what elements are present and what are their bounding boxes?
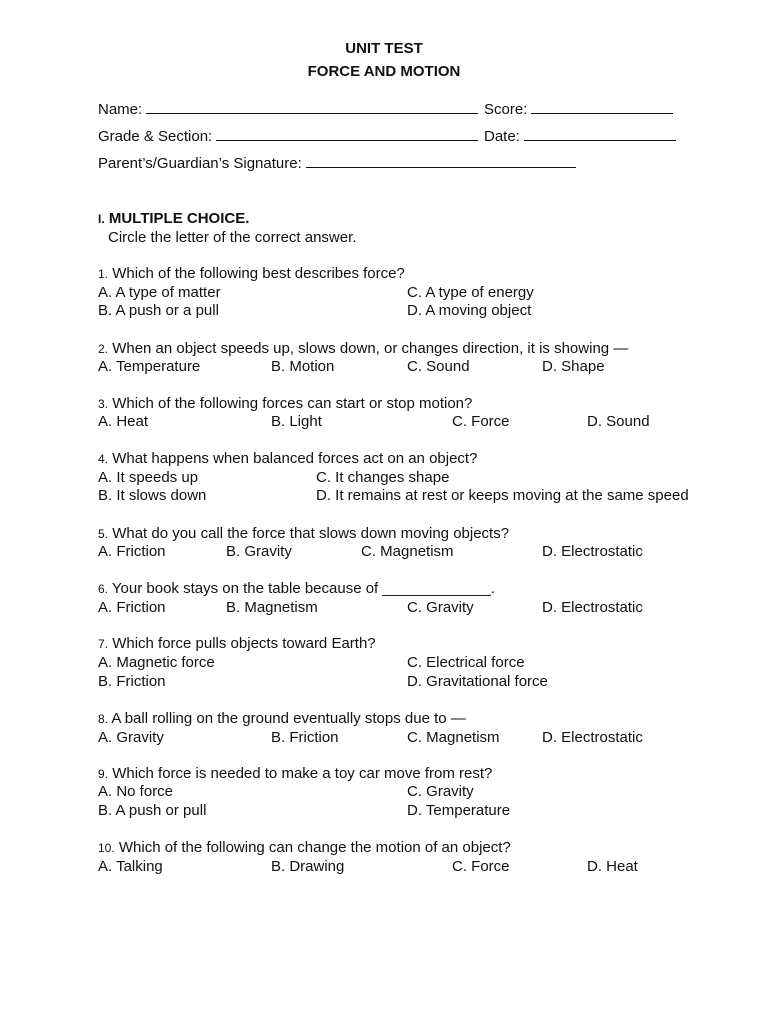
- question-text: Your book stays on the table because of _____________.: [111, 580, 496, 597]
- question-text: Which of the following forces can start or stop motion?: [112, 395, 473, 412]
- choice-2b[interactable]: B. Motion: [271, 358, 335, 375]
- question-number: 7.: [98, 637, 109, 651]
- name-blank[interactable]: [146, 99, 478, 114]
- question-number: 5.: [98, 527, 109, 541]
- choice-8b[interactable]: B. Friction: [271, 729, 339, 746]
- choice-3c[interactable]: C. Force: [452, 413, 510, 430]
- section-title: MULTIPLE CHOICE.: [108, 210, 250, 227]
- question-text: What do you call the force that slows down moving objects?: [112, 525, 510, 542]
- name-field: [98, 99, 478, 119]
- choice-1a[interactable]: A. A type of matter: [98, 284, 221, 301]
- choice-2d[interactable]: D. Shape: [542, 358, 605, 375]
- question-7: [98, 635, 376, 653]
- question-5: [98, 525, 509, 543]
- signature-label: Parent’s/Guardian’s Signature:: [98, 155, 302, 172]
- grade-section-blank[interactable]: [216, 126, 478, 141]
- question-4: [98, 450, 477, 468]
- question-1: [98, 265, 405, 283]
- question-number: 8.: [98, 712, 109, 726]
- question-8: [98, 710, 466, 728]
- question-number: 2.: [98, 342, 109, 356]
- choice-1b[interactable]: B. A push or a pull: [98, 302, 219, 319]
- choice-3b[interactable]: B. Light: [271, 413, 322, 430]
- score-label: Score:: [484, 101, 528, 118]
- choice-4c[interactable]: C. It changes shape: [316, 469, 450, 486]
- question-10: [98, 839, 511, 857]
- question-text: Which of the following can change the motion of an object?: [118, 839, 511, 856]
- date-blank[interactable]: [524, 126, 676, 141]
- question-text: Which force is needed to make a toy car move from rest?: [112, 765, 493, 782]
- choice-2c[interactable]: C. Sound: [407, 358, 470, 375]
- question-text: Which of the following best describes force?: [112, 265, 405, 282]
- question-number: 6.: [98, 582, 109, 596]
- choice-6a[interactable]: A. Friction: [98, 599, 166, 616]
- question-number: 1.: [98, 267, 109, 281]
- choice-9b[interactable]: B. A push or pull: [98, 802, 207, 819]
- section-heading: [98, 210, 249, 228]
- choice-8d[interactable]: D. Electrostatic: [542, 729, 643, 746]
- choice-5d[interactable]: D. Electrostatic: [542, 543, 643, 560]
- choice-4d[interactable]: D. It remains at rest or keeps moving at the same speed: [316, 487, 689, 504]
- choice-10c[interactable]: C. Force: [452, 858, 510, 875]
- score-blank[interactable]: [531, 99, 673, 114]
- choice-3d[interactable]: D. Sound: [587, 413, 650, 430]
- name-label: Name:: [98, 101, 143, 118]
- choice-10b[interactable]: B. Drawing: [271, 858, 345, 875]
- choice-1d[interactable]: D. A moving object: [407, 302, 532, 319]
- score-field: [484, 99, 673, 119]
- question-text: What happens when balanced forces act on an object?: [112, 450, 478, 467]
- question-number: 10.: [98, 841, 115, 855]
- choice-5c[interactable]: C. Magnetism: [361, 543, 454, 560]
- question-number: 9.: [98, 767, 109, 781]
- choice-4b[interactable]: B. It slows down: [98, 487, 207, 504]
- choice-6d[interactable]: D. Electrostatic: [542, 599, 643, 616]
- choice-8c[interactable]: C. Magnetism: [407, 729, 500, 746]
- test-subtitle: FORCE AND MOTION: [307, 63, 461, 80]
- question-number: 3.: [98, 397, 109, 411]
- grade-section-label: Grade & Section:: [98, 128, 213, 145]
- test-title: UNIT TEST: [345, 40, 423, 57]
- choice-9d[interactable]: D. Temperature: [407, 802, 511, 819]
- date-field: [484, 126, 676, 146]
- question-text: A ball rolling on the ground eventually stops due to —: [111, 710, 466, 727]
- signature-field: [98, 153, 576, 173]
- signature-blank[interactable]: [306, 153, 576, 168]
- choice-1c[interactable]: C. A type of energy: [407, 284, 534, 301]
- choice-10d[interactable]: D. Heat: [587, 858, 638, 875]
- choice-2a[interactable]: A. Temperature: [98, 358, 201, 375]
- question-9: [98, 765, 492, 783]
- question-3: [98, 395, 472, 413]
- question-2: [98, 340, 628, 358]
- choice-5a[interactable]: A. Friction: [98, 543, 166, 560]
- choice-4a[interactable]: A. It speeds up: [98, 469, 199, 486]
- question-6: [98, 580, 495, 598]
- section-instruction: Circle the letter of the correct answer.: [108, 229, 357, 246]
- choice-6b[interactable]: B. Magnetism: [226, 599, 318, 616]
- date-label: Date:: [484, 128, 520, 145]
- choice-9a[interactable]: A. No force: [98, 783, 174, 800]
- question-text: Which force pulls objects toward Earth?: [112, 635, 376, 652]
- choice-7c[interactable]: C. Electrical force: [407, 654, 525, 671]
- grade-section-field: [98, 126, 478, 146]
- choice-9c[interactable]: C. Gravity: [407, 783, 474, 800]
- choice-5b[interactable]: B. Gravity: [226, 543, 292, 560]
- choice-8a[interactable]: A. Gravity: [98, 729, 164, 746]
- choice-7d[interactable]: D. Gravitational force: [407, 673, 548, 690]
- choice-6c[interactable]: C. Gravity: [407, 599, 474, 616]
- question-number: 4.: [98, 452, 109, 466]
- question-text: When an object speeds up, slows down, or changes direction, it is showing —: [112, 340, 629, 357]
- choice-7b[interactable]: B. Friction: [98, 673, 166, 690]
- section-roman: I.: [98, 212, 105, 226]
- choice-7a[interactable]: A. Magnetic force: [98, 654, 215, 671]
- choice-3a[interactable]: A. Heat: [98, 413, 149, 430]
- choice-10a[interactable]: A. Talking: [98, 858, 163, 875]
